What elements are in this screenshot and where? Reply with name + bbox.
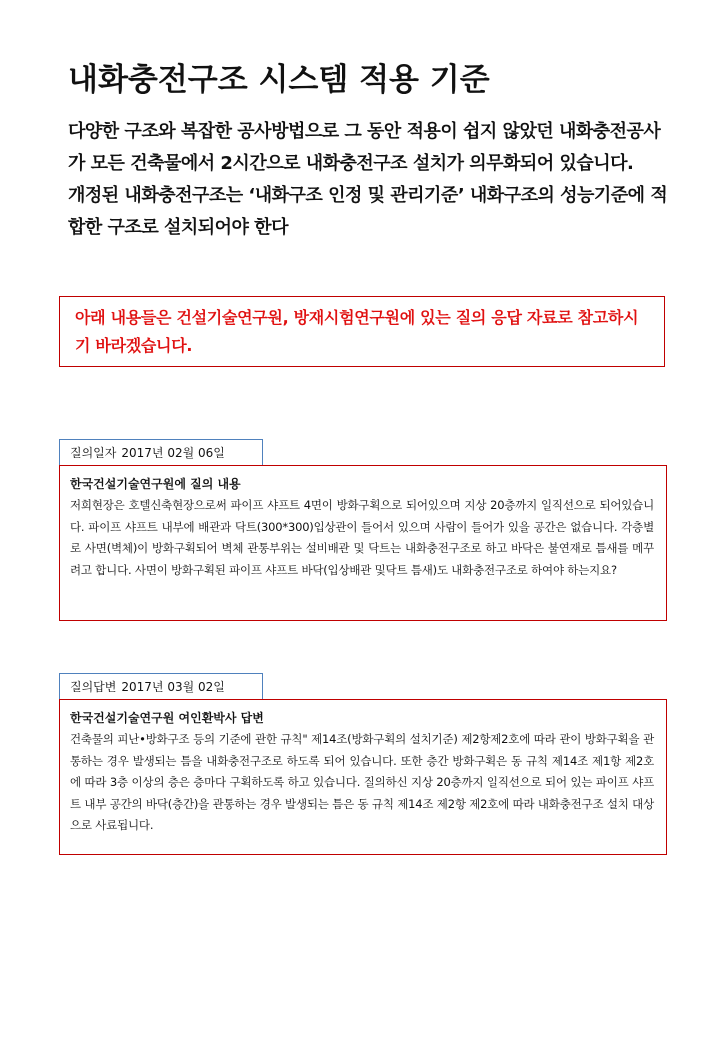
intro-paragraph: 다양한 구조와 복잡한 공사방법으로 그 동안 적용이 쉽지 않았던 내화충전공사가 모든 건축물에서 2시간으로 내화충전구조 설치가 의무화되어 있습니다. [68, 121, 661, 174]
answer-date: 2017년 03월 02일 [121, 680, 225, 694]
intro-section [68, 116, 668, 244]
intro-paragraph: 개정된 내화충전구조는 ‘내화구조 인정 및 관리기준’ 내화구조의 성능기준에 적합한 구조로 설치되어야 한다 [68, 185, 668, 238]
answer-date-label: 질의답변 [70, 680, 117, 694]
question-box [59, 465, 667, 621]
answer-heading: 한국건설기술연구원 여인환박사 답변 [70, 711, 264, 725]
question-date: 2017년 02월 06일 [121, 446, 225, 460]
question-body: 저희현장은 호텔신축현장으로써 파이프 샤프트 4면이 방화구획으로 되어있으며 지상 20층까지 일직선으로 되어있습니다. 파이프 샤프트 내부에 배관과 닥트(300*300)입상관이 들어서 있으며 사람이 들어가 있을 공간은 없습니다. 각층별로 사면(벽체)이 방화구획되어 벽체 관통부위는 설비배관 및 닥트는 내화충전구조로 하고 바닥은 불연재로 틈새를 메꾸려고 합니다. 사면이 방화구획된 파이프 샤프트 바닥(입상배관 및닥트 틈새)도 내화충전구조로 하여야 하는지요? [70, 498, 654, 577]
question-heading: 한국건설기술연구원에 질의 내용 [70, 477, 241, 491]
answer-body: 건축물의 피난•방화구조 등의 기준에 관한 규칙" 제14조(방화구획의 설치기준) 제2항제2호에 따라 관이 방화구획을 관통하는 경우 발생되는 틈을 내화충전구조로 하도록 되어 있습니다. 또한 층간 방화구획은 동 규칙 제14조 제1항 제2호에 따라 3층 이상의 층은 층마다 구획하도록 하고 있습니다. 질의하신 지상 20층까지 일직선으로 되어 있는 파이프 샤프트 내부 공간의 바닥(층간)을 관통하는 경우 발생되는 틈은 동 규칙 제14조 제2항 제2호에 따라 내화충전구조 설치 대상으로 사료됩니다. [70, 732, 654, 832]
page-title: 내화충전구조 시스템 적용 기준 [68, 62, 490, 98]
answer-date-tab [59, 673, 263, 699]
question-date-tab [59, 439, 263, 465]
question-date-label: 질의일자 [70, 446, 117, 460]
notice-box: 아래 내용들은 건설기술연구원, 방재시험연구원에 있는 질의 응답 자료로 참고하시기 바라겠습니다. [59, 296, 665, 367]
answer-box [59, 699, 667, 855]
